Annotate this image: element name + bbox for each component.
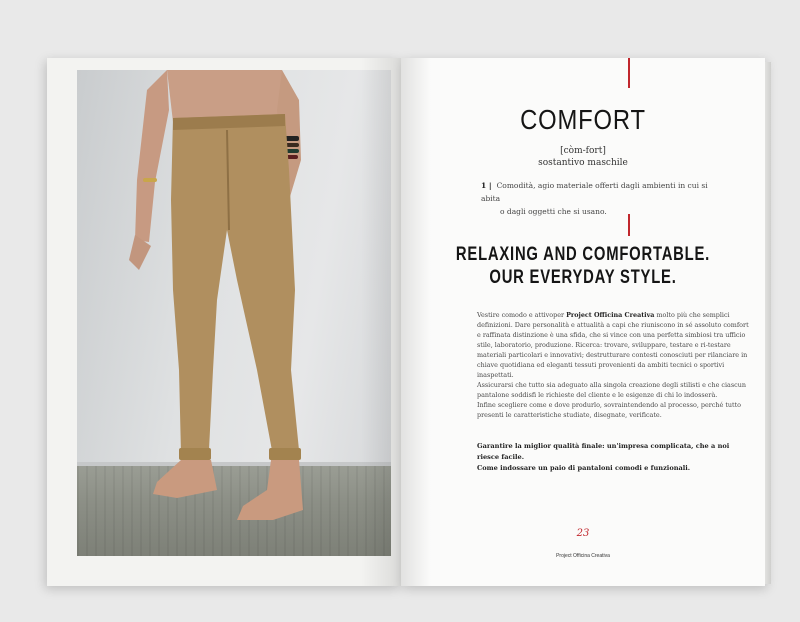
definition [481, 179, 711, 218]
body-paragraph-2: Assicurarsi che tutto sia adeguato alla singola creazione degli stilisti e che ciascun pantalone soddisfi le richieste del cliente e le esigenze di chi lo indosserà. [477, 381, 746, 399]
part-of-speech: sostantivo maschile [538, 158, 628, 168]
page-number: 23 [576, 528, 590, 539]
body-brand-name: Project Officina Creativa [566, 311, 655, 319]
model-figure [77, 70, 391, 556]
definition-line-2: o dagli oggetti che si usano. [500, 207, 607, 216]
pronunciation: [còm-fort] [560, 146, 606, 156]
page-edge [765, 62, 771, 584]
definition-line-1: Comodità, agio materiale offerti dagli ambienti in cui si abita [481, 181, 708, 203]
right-page [401, 58, 765, 586]
headline-line-2: OUR EVERYDAY STYLE. [489, 267, 677, 288]
top-red-rule [628, 58, 630, 88]
body-paragraph-1 [477, 310, 749, 380]
closing-line-2: Come indossare un paio di pantaloni comodi e funzionali. [477, 464, 691, 472]
definition-number: 1 | [481, 181, 492, 190]
body-p1-intro: Vestire comodo e attivoper [477, 311, 567, 319]
body-paragraph-3: Infine scegliere come e dove produrlo, sovraintendendo al processo, perché tutto presenti le caratteristiche studiate, disegnate, verificate. [477, 401, 741, 419]
body-text [477, 310, 749, 420]
model-photo [77, 70, 391, 556]
headline-line-1: RELAXING AND COMFORTABLE. [455, 244, 711, 265]
closing-line-1: Garantire la miglior qualità finale: un'impresa complicata, che a noi riesce facile. [477, 442, 730, 461]
closing-statement [477, 441, 749, 474]
magazine-spread [47, 58, 765, 586]
footer-brand: Project Officina Creativa [556, 553, 610, 559]
page-title: COMFORT [520, 104, 646, 135]
body-p1-rest: molto più che semplici definizioni. Dare personalità e attualità a capi che riuniscono in sé assoluto comfort e raffinata distinzione è una sfida, che si vince con una perfetta simbiosi tra ufficio stile, laboratorio, produzione. Ricerca: trovare, sviluppare, testare e ri-testare materiali particolari e innovativi; destrutturare contesti conosciuti per rilanciare in chiave quotidiana ed eleganti tessuti provenienti da ambiti tecnici o sportivi inaspettati. [477, 311, 749, 379]
middle-red-rule [628, 214, 630, 236]
left-page [47, 58, 401, 586]
